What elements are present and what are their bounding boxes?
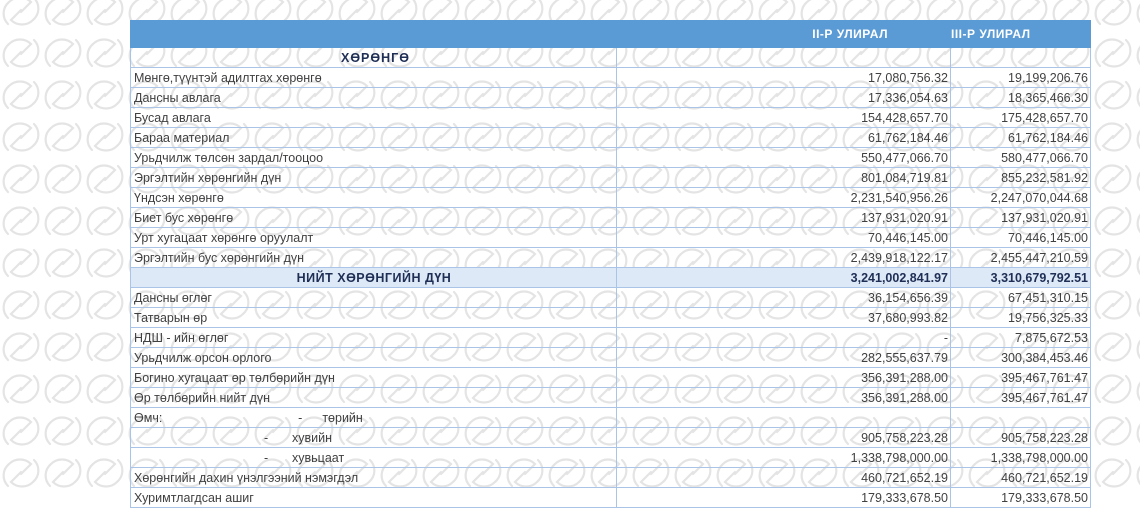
- table-row: [131, 228, 1091, 248]
- row-q3: 2,247,070,044.68: [951, 188, 1091, 208]
- row-q2: 17,080,756.32: [617, 68, 951, 88]
- table-row: [131, 308, 1091, 328]
- row-q3: 137,931,020.91: [951, 208, 1091, 228]
- row-label: НДШ - ийн өглөг: [131, 328, 617, 348]
- equity-dash: -: [298, 410, 303, 425]
- row-label: Дансны авлага: [131, 88, 617, 108]
- row-label: Эргэлтийн бус хөрөнгийн дүн: [131, 248, 617, 268]
- row-q2: 36,154,656.39: [617, 288, 951, 308]
- row-q3: 855,232,581.92: [951, 168, 1091, 188]
- row-q2: 70,446,145.00: [617, 228, 951, 248]
- row-q3: 19,756,325.33: [951, 308, 1091, 328]
- section-row: [131, 48, 1091, 68]
- equity-label-cell: [131, 428, 617, 448]
- table-row: [131, 328, 1091, 348]
- header-row: [131, 21, 1091, 48]
- equity-label-cell: [131, 448, 617, 468]
- total-q2: 3,241,002,841.97: [617, 268, 951, 288]
- table-row: [131, 208, 1091, 228]
- row-q2: 179,333,678.50: [617, 488, 951, 508]
- row-q2: 1,338,798,000.00: [617, 448, 951, 468]
- row-q3: [951, 408, 1091, 428]
- table-row: [131, 188, 1091, 208]
- row-q3: 19,199,206.76: [951, 68, 1091, 88]
- row-q2: 282,555,637.79: [617, 348, 951, 368]
- table-row: [131, 288, 1091, 308]
- table-row: [131, 108, 1091, 128]
- row-q2: 37,680,993.82: [617, 308, 951, 328]
- row-label: Бусад авлага: [131, 108, 617, 128]
- row-q3: 67,451,310.15: [951, 288, 1091, 308]
- row-q2: 356,391,288.00: [617, 368, 951, 388]
- row-q3: 175,428,657.70: [951, 108, 1091, 128]
- equity-owner: төрийн: [322, 410, 363, 425]
- table-row: [131, 248, 1091, 268]
- table-row: [131, 68, 1091, 88]
- row-label: Бараа материал: [131, 128, 617, 148]
- row-q3: 300,384,453.46: [951, 348, 1091, 368]
- table-row: [131, 468, 1091, 488]
- row-label: Богино хугацаат өр төлбөрийн дүн: [131, 368, 617, 388]
- row-q3: 2,455,447,210.59: [951, 248, 1091, 268]
- row-q3: 61,762,184.46: [951, 128, 1091, 148]
- row-label: Урьдчилж төлсөн зардал/тооцоо: [131, 148, 617, 168]
- row-q2: -: [617, 328, 951, 348]
- row-label: Биет бус хөрөнгө: [131, 208, 617, 228]
- row-q3: 1,338,798,000.00: [951, 448, 1091, 468]
- row-q3: 179,333,678.50: [951, 488, 1091, 508]
- row-q2: 61,762,184.46: [617, 128, 951, 148]
- row-q2: 550,477,066.70: [617, 148, 951, 168]
- row-label: Татварын өр: [131, 308, 617, 328]
- balance-table: [130, 20, 1091, 508]
- equity-label-cell: [131, 408, 617, 428]
- header-q2: II-Р УЛИРАЛ: [617, 21, 951, 48]
- row-label: Мөнгө,түүнтэй адилтгах хөрөнгө: [131, 68, 617, 88]
- row-label: Хуримтлагдсан ашиг: [131, 488, 617, 508]
- equity-label: Өмч:: [134, 410, 163, 425]
- row-q2: 356,391,288.00: [617, 388, 951, 408]
- row-q2: 154,428,657.70: [617, 108, 951, 128]
- row-label: Урьдчилж орсон орлого: [131, 348, 617, 368]
- row-q2: [617, 408, 951, 428]
- total-row: [131, 268, 1091, 288]
- table-row: [131, 488, 1091, 508]
- row-q2: 2,439,918,122.17: [617, 248, 951, 268]
- equity-owner: хувьцаат: [292, 450, 345, 465]
- row-q3: 580,477,066.70: [951, 148, 1091, 168]
- row-q3: 460,721,652.19: [951, 468, 1091, 488]
- row-label: Үндсэн хөрөнгө: [131, 188, 617, 208]
- row-q2: 2,231,540,956.26: [617, 188, 951, 208]
- row-q2: 801,084,719.81: [617, 168, 951, 188]
- table-row: [131, 88, 1091, 108]
- table-row: [131, 368, 1091, 388]
- equity-owner: хувийн: [292, 430, 333, 445]
- row-q2: 17,336,054.63: [617, 88, 951, 108]
- row-label: Дансны өглөг: [131, 288, 617, 308]
- row-q2: 905,758,223.28: [617, 428, 951, 448]
- row-q3: 18,365,466.30: [951, 88, 1091, 108]
- row-label: Урт хугацаат хөрөнгө оруулалт: [131, 228, 617, 248]
- equity-dash: -: [264, 450, 269, 465]
- row-q2: 137,931,020.91: [617, 208, 951, 228]
- row-label: Өр төлбөрийн нийт дүн: [131, 388, 617, 408]
- total-label: НИЙТ ХӨРӨНГИЙН ДҮН: [131, 268, 617, 288]
- row-q3: 395,467,761.47: [951, 388, 1091, 408]
- row-q3: 7,875,672.53: [951, 328, 1091, 348]
- row-label: Эргэлтийн хөрөнгийн дүн: [131, 168, 617, 188]
- row-q3: 905,758,223.28: [951, 428, 1091, 448]
- equity-dash: -: [264, 430, 269, 445]
- table-row: [131, 168, 1091, 188]
- row-label: Хөрөнгийн дахин үнэлгээний нэмэгдэл: [131, 468, 617, 488]
- row-q2: 460,721,652.19: [617, 468, 951, 488]
- equity-row: [131, 428, 1091, 448]
- row-q3: 395,467,761.47: [951, 368, 1091, 388]
- section-title: ХӨРӨНГӨ: [131, 48, 617, 68]
- table-row: [131, 388, 1091, 408]
- table-row: [131, 128, 1091, 148]
- equity-row: [131, 408, 1091, 428]
- table-row: [131, 148, 1091, 168]
- equity-row: [131, 448, 1091, 468]
- table-row: [131, 348, 1091, 368]
- header-label-cell: [131, 21, 617, 48]
- row-q3: 70,446,145.00: [951, 228, 1091, 248]
- header-q3: III-Р УЛИРАЛ: [951, 21, 1091, 48]
- balance-sheet: [130, 20, 1090, 508]
- total-q3: 3,310,679,792.51: [951, 268, 1091, 288]
